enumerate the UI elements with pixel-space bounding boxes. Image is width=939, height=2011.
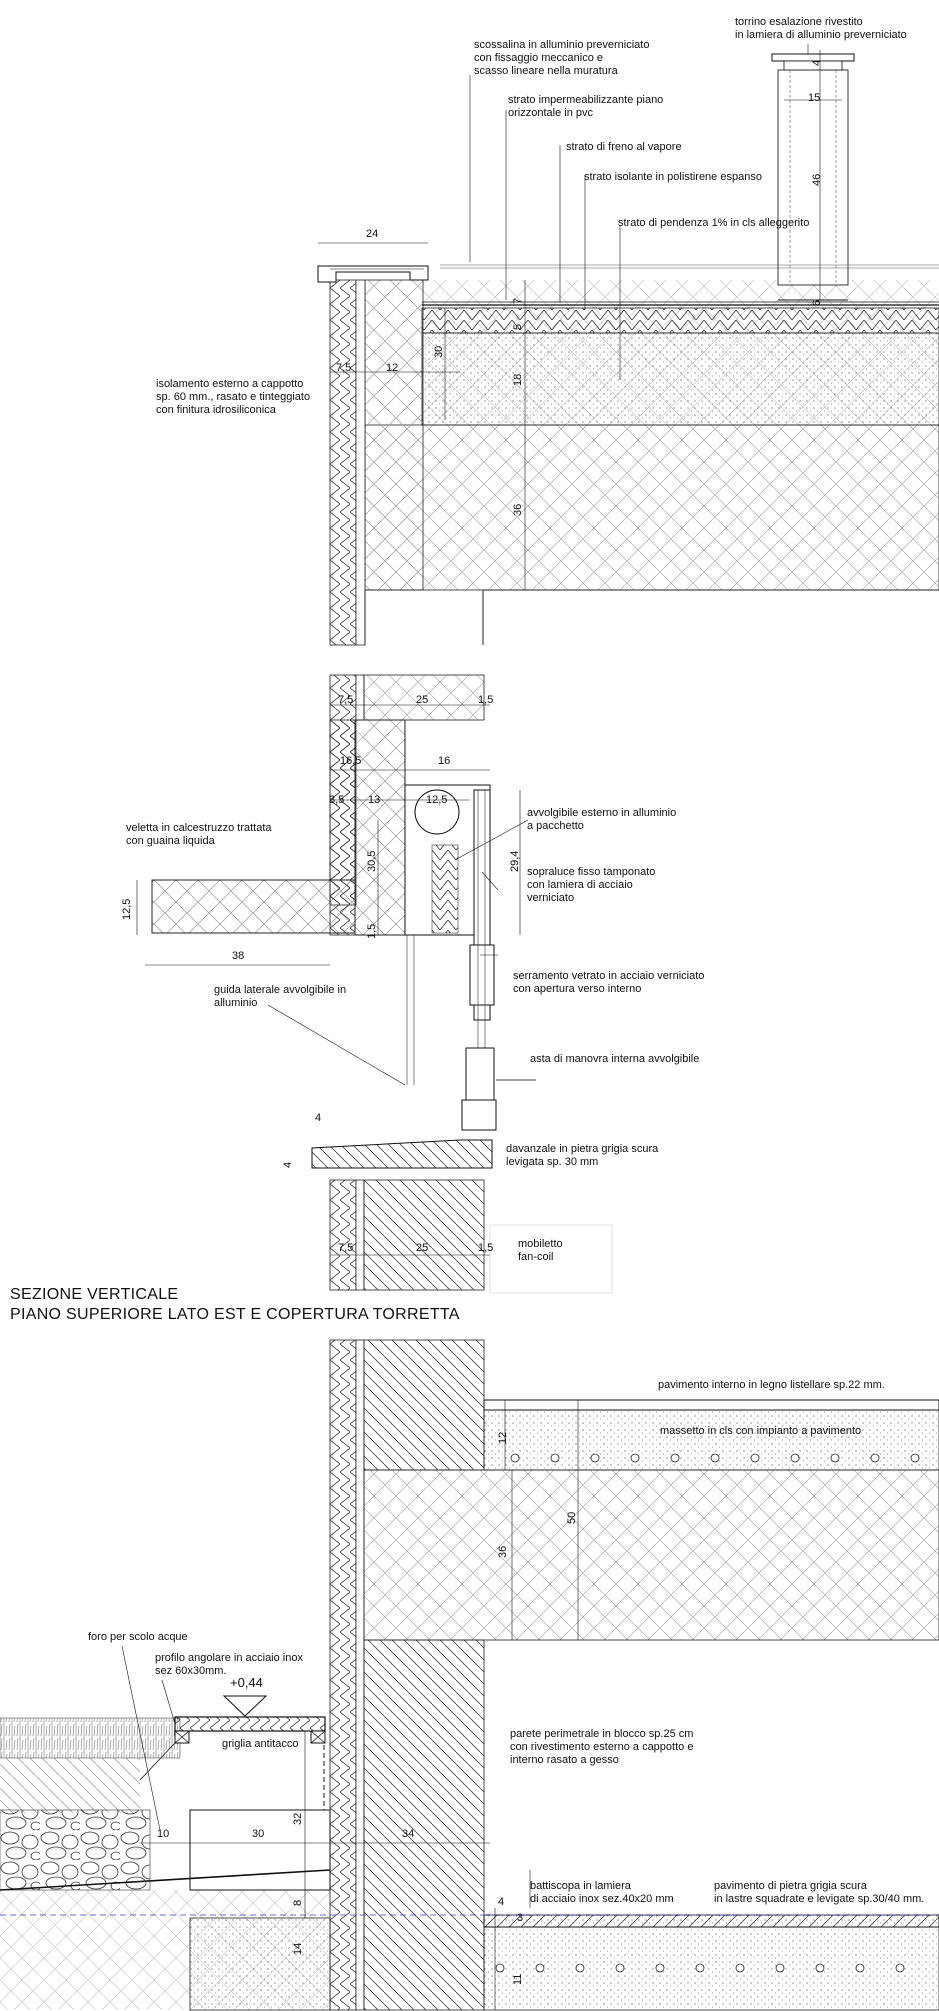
note-foro: foro per scolo acque	[88, 1631, 188, 1643]
note-davanzale: davanzale in pietra grigia scura levigata sp. 30 mm	[506, 1143, 659, 1168]
dim-1-5-veletta: 1,5	[366, 923, 378, 939]
dim-12-top: 12	[386, 362, 399, 374]
dim-10: 10	[157, 1828, 170, 1840]
dim-12-floor: 12	[497, 1431, 509, 1444]
roof-section	[318, 44, 939, 645]
note-battiscopa: battiscopa in lamiera di acciaio inox sez.40x20 mm	[530, 1880, 674, 1905]
dim-6: 6	[811, 299, 823, 306]
dim-7-5-top: 7,5	[336, 362, 352, 374]
dim-24: 24	[366, 228, 379, 240]
dim-50: 50	[566, 1511, 578, 1524]
note-sopraluce: sopraluce fisso tamponato con lamiera di acciaio verniciato	[527, 866, 656, 904]
dim-7: 7	[512, 297, 524, 304]
note-griglia: griglia antitacco	[222, 1738, 299, 1750]
dim-15: 15	[808, 92, 821, 104]
dim-11: 11	[512, 1973, 524, 1985]
note-pavimento-pietra: pavimento di pietra grigia scura in lastre squadrate e levigate sp.30/40 mm.	[714, 1880, 925, 1905]
dim-30-5: 30,5	[366, 850, 378, 872]
dim-1-5-mid: 1,5	[478, 694, 494, 706]
dim-1-5-low: 1,5	[478, 1242, 494, 1254]
dim-30: 30	[433, 345, 445, 358]
drawing-title: SEZIONE VERTICALE PIANO SUPERIORE LATO EST E COPERTURA TORRETTA	[10, 1286, 460, 1323]
note-avvolgibile: avvolgibile esterno in alluminio a pacchetto	[527, 807, 677, 832]
dim-16: 16	[438, 755, 451, 767]
note-pavimento-legno: pavimento interno in legno listellare sp.22 mm.	[658, 1379, 885, 1391]
dim-4-sill-v: 4	[282, 1161, 294, 1168]
note-freno-vapore: strato di freno al vapore	[566, 141, 682, 153]
note-profilo: profilo angolare in acciaio inox sez 60x30mm.	[155, 1652, 303, 1677]
dim-25-low: 25	[416, 1242, 429, 1254]
note-isolante: strato isolante in polistirene espanso	[584, 171, 762, 183]
dim-3-5: 3,5	[329, 794, 345, 806]
note-impermeabilizzante: strato impermeabilizzante piano orizzontale in pvc	[508, 94, 664, 119]
dim-38: 38	[232, 950, 245, 962]
dim-29-4: 29,4	[509, 850, 521, 872]
note-mobiletto: mobiletto fan-coil	[518, 1238, 563, 1263]
dim-14: 14	[292, 1942, 304, 1955]
note-pendenza: strato di pendenza 1% in cls alleggerito	[618, 217, 810, 229]
dim-3-base: 3	[517, 1912, 524, 1924]
dim-32: 32	[292, 1812, 304, 1825]
dim-4-sill-h: 4	[315, 1112, 322, 1124]
note-guida: guida laterale avvolgibile in alluminio	[214, 984, 347, 1009]
note-parete: parete perimetrale in blocco sp.25 cm con rivestimento esterno a cappotto e interno rasato a gesso	[510, 1728, 694, 1766]
dim-34: 34	[402, 1828, 415, 1840]
note-serramento: serramento vetrato in acciaio verniciato con apertura verso interno	[513, 970, 705, 995]
dim-30-base: 30	[252, 1828, 265, 1840]
dim-18: 18	[512, 373, 524, 386]
dim-7-5-mid: 7,5	[338, 694, 354, 706]
note-asta: asta di manovra interna avvolgibile	[530, 1053, 700, 1065]
note-veletta: veletta in calcestruzzo trattata con guaina liquida	[126, 822, 272, 847]
dim-5: 5	[512, 323, 524, 330]
dim-4-top: 4	[811, 59, 823, 66]
dim-12-5-box: 12,5	[426, 794, 448, 806]
dim-8: 8	[292, 1899, 304, 1906]
dim-13: 13	[368, 794, 381, 806]
dim-36-top: 36	[512, 503, 524, 516]
level-mark: +0,44	[230, 1675, 263, 1690]
note-torrino: torrino esalazione rivestito in lamiera di alluminio preverniciato	[735, 16, 907, 41]
dim-16-5: 16,5	[340, 755, 362, 767]
dim-12-5-veletta: 12,5	[121, 898, 133, 920]
dim-4-base: 4	[498, 1896, 505, 1908]
dim-36-floor: 36	[497, 1545, 509, 1558]
dim-46: 46	[811, 173, 823, 186]
dim-25-mid: 25	[416, 694, 429, 706]
note-massetto: massetto in cls con impianto a pavimento	[660, 1425, 862, 1437]
note-cappotto: isolamento esterno a cappotto sp. 60 mm., rasato e tinteggiato con finitura idrosiliconica	[156, 378, 311, 416]
note-scossalina: scossalina in alluminio preverniciato con fissaggio meccanico e scasso lineare nella muratura	[474, 39, 650, 77]
dim-7-5-low: 7,5	[338, 1242, 354, 1254]
floor-section	[0, 1340, 939, 2010]
